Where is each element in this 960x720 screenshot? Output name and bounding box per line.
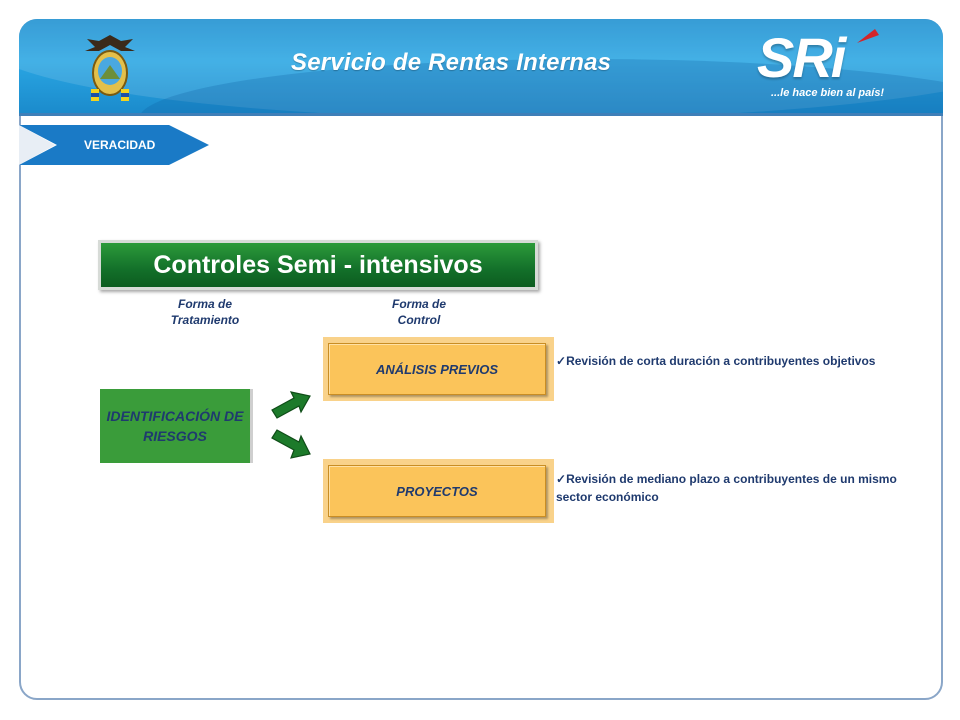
logo-accent-icon [857,29,879,43]
sri-tagline: ...le hace bien al país! [771,87,885,99]
control-label: ANÁLISIS PREVIOS [375,361,499,377]
column-header-control: Forma de Control [391,297,446,327]
section-title-box [98,240,538,290]
description-text: Revisión de mediano plazo a contribuyentes de un mismo sector económico [556,472,897,504]
check-icon: ✓ [556,472,567,486]
control-button-analisis[interactable] [328,343,546,395]
coat-of-arms-icon [81,31,139,103]
description-text: Revisión de corta duración a contribuyentes objetivos [566,354,876,368]
arrow-up-right-icon [270,388,314,420]
banner-title: Servicio de Rentas Internas [291,49,612,76]
sri-logo-text: SRi [757,26,845,89]
arrow-down-right-icon [270,428,314,462]
veracidad-label: VERACIDAD [84,138,156,152]
control-box-analisis[interactable] [323,337,554,401]
check-icon: ✓ [556,354,567,368]
control-description-analisis [556,352,896,370]
control-box-proyectos[interactable] [323,459,554,523]
identification-box [100,389,253,463]
section-title: Controles Semi - intensivos [153,250,483,279]
control-label: PROYECTOS [396,483,478,499]
header-banner [19,19,943,116]
control-button-proyectos[interactable] [328,465,546,517]
control-description-proyectos [556,470,928,506]
identification-label: IDENTIFICACIÓN DE RIESGOS [106,408,244,444]
column-header-treatment: Forma de Tratamiento [170,297,240,327]
